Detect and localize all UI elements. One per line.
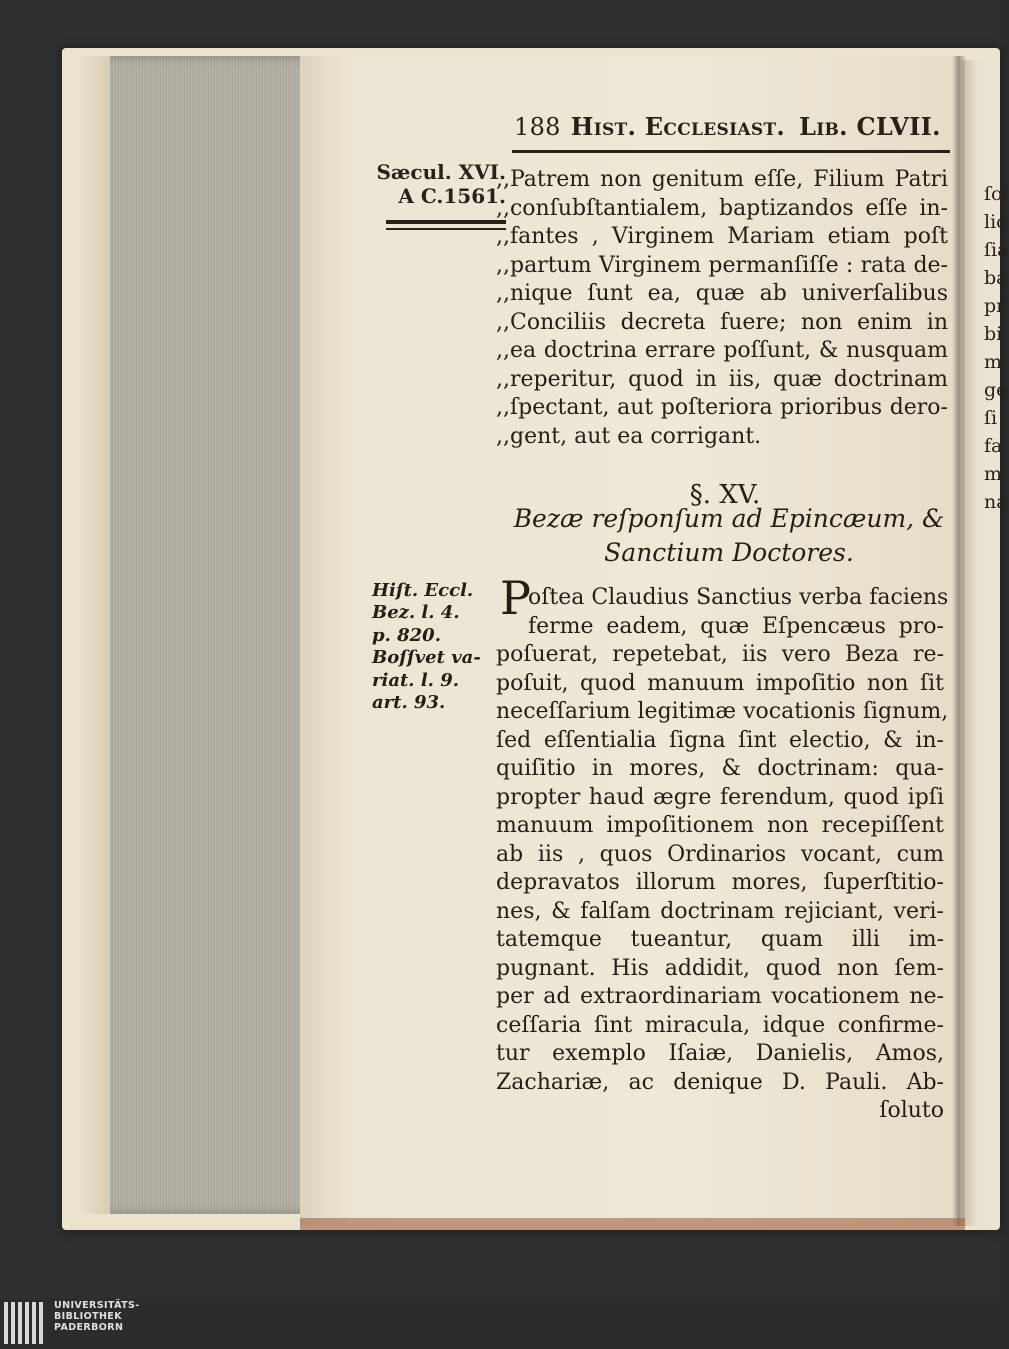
margin-century: Sæcul. XVI.	[376, 160, 506, 184]
library-logo-icon	[4, 1302, 48, 1344]
margin-date-note	[376, 160, 506, 208]
library-footer	[0, 1298, 1000, 1349]
margin-rule	[386, 228, 506, 230]
text-line: ceſſaria ſint miracula, idque confirme-	[496, 1012, 944, 1038]
library-name	[54, 1300, 140, 1333]
text-line: ,,ſpectant, aut poſteriora prioribus dero-	[496, 395, 948, 420]
text-line: oſtea Claudius Sanctius verba faciens	[528, 585, 949, 610]
text-line: poſuerat, repetebat, iis vero Beza re-	[496, 642, 944, 667]
library-name-line: UNIVERSITÄTS-	[54, 1300, 140, 1311]
margin-year: A C.1561.	[398, 184, 506, 208]
text-line: ferme eadem, quæ Eſpencæus pro-	[528, 613, 944, 639]
margin-ref-line: Boſſvet va-	[372, 647, 481, 669]
facing-fragment: ge	[984, 379, 1008, 401]
facing-fragment: bi	[984, 323, 1003, 345]
page-number: 188	[514, 113, 561, 141]
facing-fragment: lic	[984, 211, 1007, 233]
text-line: tatemque tueantur, quam illi im-	[496, 927, 944, 952]
text-line: depravatos illorum mores, ſuperſtitio-	[496, 870, 944, 895]
text-line: ,,Conciliis decreta fuere; non enim in	[496, 309, 948, 335]
main-paragraph	[496, 584, 949, 1126]
section-title-line: Sanctium Doctores.	[604, 538, 854, 567]
catchword: ſoluto	[879, 1098, 944, 1123]
text-line: per ad extraordinariam vocationem ne-	[496, 984, 944, 1009]
page-edge-left	[80, 56, 112, 1214]
header-rule	[512, 150, 950, 153]
text-line: ,,ea doctrina errare poſſunt, & nusquam	[496, 338, 948, 363]
facing-fragment: ba	[984, 267, 1008, 289]
text-line: ,,gent, aut ea corrigant.	[496, 423, 762, 449]
drop-cap: P	[500, 571, 531, 625]
margin-references	[372, 580, 497, 714]
facing-fragment: m	[984, 351, 1003, 373]
text-line: manuum impoſitionem non recepiſſent	[496, 813, 944, 838]
text-line: ,,nique ſunt ea, quæ ab univerſalibus	[496, 281, 948, 306]
text-line: quiſitio in mores, & doctrinam: qua-	[496, 756, 944, 781]
text-line: tur exemplo Iſaiæ, Danielis, Amos,	[496, 1041, 944, 1066]
facing-fragment: fa	[984, 435, 1003, 457]
running-title: Hist. Ecclesiast.	[570, 112, 786, 141]
binding-edge	[300, 1218, 965, 1230]
section-number: §. XV.	[689, 480, 761, 510]
margin-ref-line: Hiſt. Eccl.	[372, 580, 474, 601]
margin-ref-line: Bez. l. 4.	[372, 602, 460, 624]
text-line: pugnant. His addidit, quod non ſem-	[496, 955, 944, 981]
text-line: ,,reperitur, quod in iis, quæ doctrinam	[496, 366, 948, 392]
facing-page-text	[984, 180, 1009, 516]
facing-fragment: na	[984, 491, 1008, 513]
section-title	[505, 502, 953, 570]
book-number: Lib. CLVII.	[799, 112, 941, 141]
text-line: ,,Patrem non genitum eſſe, Filium Patri	[496, 167, 948, 192]
facing-fragment: ſia	[984, 239, 1009, 261]
text-line: Zachariæ, ac denique D. Pauli. Ab-	[496, 1069, 944, 1095]
facing-fragment: ſol	[984, 183, 1009, 205]
margin-ref-line: riat. l. 9.	[372, 669, 459, 691]
text-line: propter haud ægre ferendum, quod ipſi	[496, 784, 944, 810]
margin-ref-line: p. 820.	[372, 624, 441, 646]
text-line: ,,partum Virginem permanſiſſe : rata de-	[496, 252, 948, 278]
text-line: poſuit, quod manuum impoſitio non ſit	[496, 670, 944, 696]
page-gutter	[952, 56, 966, 1226]
text-line: ab iis , quos Ordinarios vocant, cum	[496, 841, 944, 867]
section-title-line: Bezæ reſponſum ad Epincæum, &	[513, 504, 945, 533]
text-line: ,,conſubſtantialem, baptizandos eſſe in-	[496, 195, 948, 221]
margin-ref-line: art. 93.	[372, 692, 446, 714]
quoted-passage	[496, 166, 948, 451]
library-name-line: BIBLIOTHEK	[54, 1311, 122, 1322]
library-name-line: PADERBORN	[54, 1322, 124, 1333]
facing-fragment: pr	[984, 295, 1006, 317]
text-line: neceſſarium legitimæ vocationis ſignum,	[496, 699, 949, 724]
facing-fragment: ſi	[984, 407, 998, 429]
running-head	[514, 112, 944, 148]
text-line: ,,fantes , Virginem Mariam etiam poſt	[496, 224, 948, 249]
page-block-edge	[110, 56, 320, 1214]
margin-rule	[386, 220, 506, 224]
text-line: nes, & falſam doctrinam rejiciant, veri-	[496, 898, 944, 924]
text-line: ſed eſſentialia ſigna ſint electio, & in-	[496, 727, 944, 753]
facing-fragment: m	[984, 463, 1003, 485]
